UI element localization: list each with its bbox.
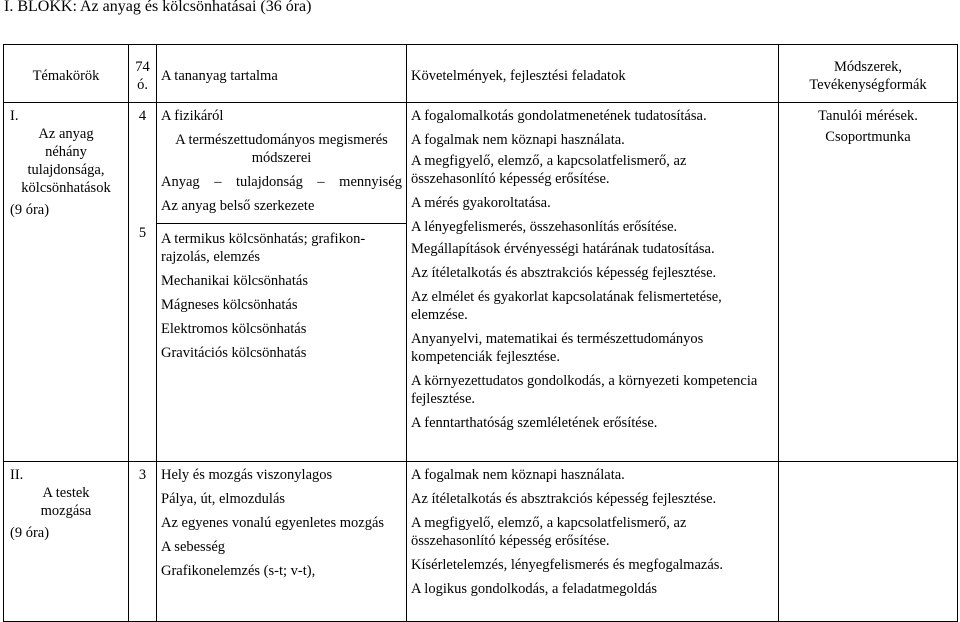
requirement-item: A mérés gyakoroltatása.	[411, 195, 551, 211]
content-cell	[157, 462, 407, 622]
topic-name-line: tulajdonsága,	[27, 162, 105, 178]
page-title: I. BLOKK: Az anyag és kölcsönhatásai (36 óra)	[4, 0, 312, 15]
requirement-item: A megfigyelő, elemző, a kapcsolatfelismerő, az összehasonlító képesség erősítése.	[411, 515, 687, 549]
content-item: A természettudományos megismerés módszerei	[175, 132, 388, 166]
header-requirements: Követelmények, fejlesztési feladatok	[407, 45, 779, 103]
topic-name-line: kölcsönhatások	[21, 180, 111, 196]
header-hours-number: 74	[135, 58, 150, 75]
curriculum-table	[3, 44, 958, 622]
content-item: Mechanikai kölcsönhatás	[161, 273, 308, 289]
requirement-item: A fogalmak nem köznapi használata.	[411, 467, 625, 483]
requirements-cell	[407, 103, 779, 462]
method-item: Csoportmunka	[825, 129, 911, 145]
content-item: Elektromos kölcsönhatás	[161, 321, 307, 337]
topic-name-line: mozgása	[40, 503, 92, 519]
topic-name-line: A testek	[42, 485, 90, 501]
requirement-item: A fogalomalkotás gondolatmenetének tudatosítása.	[411, 108, 707, 124]
header-content: A tananyag tartalma	[157, 45, 407, 103]
content-cell	[157, 103, 407, 462]
requirement-item: Anyanyelvi, matematikai és természettudományos kompetenciák fejlesztése.	[411, 331, 704, 365]
topic-roman: II.	[10, 467, 24, 483]
header-methods	[779, 45, 958, 103]
content-item: Gravitációs kölcsönhatás	[161, 345, 307, 361]
group-hours: 4	[138, 108, 147, 124]
topic-name-line: Az anyag	[38, 126, 94, 142]
requirement-item: A fogalmak nem köznapi használata.	[411, 132, 625, 148]
requirement-item: Az ítéletalkotás és absztrakciós képesség fejlesztése.	[411, 491, 717, 507]
requirement-item: Kísérletelemzés, lényegfelismerés és megfogalmazás.	[411, 557, 724, 573]
requirement-item: Az ítéletalkotás és absztrakciós képesség fejlesztése.	[411, 265, 717, 281]
content-item: A fizikáról	[161, 108, 224, 124]
requirement-item: A logikus gondolkodás, a feladatmegoldás	[411, 581, 658, 597]
header-topics: Témakörök	[4, 45, 129, 103]
methods-cell	[779, 462, 958, 622]
table-row	[4, 462, 958, 622]
hours-cell	[129, 462, 157, 622]
header-methods-line1: Módszerek,	[833, 58, 903, 75]
table-row	[4, 103, 958, 462]
method-item: Tanulói mérések.	[818, 108, 918, 124]
hours-cell	[129, 103, 157, 462]
topic-hours: (9 óra)	[10, 525, 50, 541]
content-item: Az anyag belső szerkezete	[161, 198, 315, 214]
header-hours-unit: ó.	[137, 76, 148, 93]
content-item: Pálya, út, elmozdulás	[161, 491, 286, 507]
requirement-item: A lényegfelismerés, összehasonlítás erősítése.	[411, 219, 678, 235]
requirements-cell	[407, 462, 779, 622]
content-item: Anyag – tulajdonság – mennyiség	[161, 174, 402, 190]
requirement-item: Az elmélet és gyakorlat kapcsolatának felismertetése, elemzése.	[411, 289, 722, 323]
group-hours: 3	[138, 467, 147, 483]
requirement-item: Megállapítások érvényességi határának tudatosítása.	[411, 241, 715, 257]
content-item: Az egyenes vonalú egyenletes mozgás	[161, 515, 385, 531]
header-methods-line2: Tevékenységformák	[809, 76, 927, 93]
content-item: Hely és mozgás viszonylagos	[161, 467, 333, 483]
group-hours: 5	[138, 225, 147, 241]
topic-cell	[4, 462, 129, 622]
header-hours	[129, 45, 157, 103]
topic-roman: I.	[10, 108, 19, 124]
content-item: Mágneses kölcsönhatás	[161, 297, 298, 313]
topic-hours: (9 óra)	[10, 202, 50, 218]
content-divider	[157, 223, 406, 224]
methods-cell	[779, 103, 958, 462]
table-header-row	[4, 45, 958, 103]
topic-cell	[4, 103, 129, 462]
content-item: A sebesség	[161, 539, 226, 555]
topic-name-line: néhány	[45, 144, 87, 160]
requirement-item: A fenntarthatóság szemléletének erősítése.	[411, 415, 658, 431]
requirement-item: A megfigyelő, elemző, a kapcsolatfelismerő, az összehasonlító képesség erősítése.	[411, 153, 687, 187]
content-item: A termikus kölcsönhatás; grafikon-rajzolás, elemzés	[161, 231, 366, 265]
content-item: Grafikonelemzés (s-t; v-t),	[161, 563, 316, 579]
requirement-item: A környezettudatos gondolkodás, a környezeti kompetencia fejlesztése.	[411, 373, 758, 407]
